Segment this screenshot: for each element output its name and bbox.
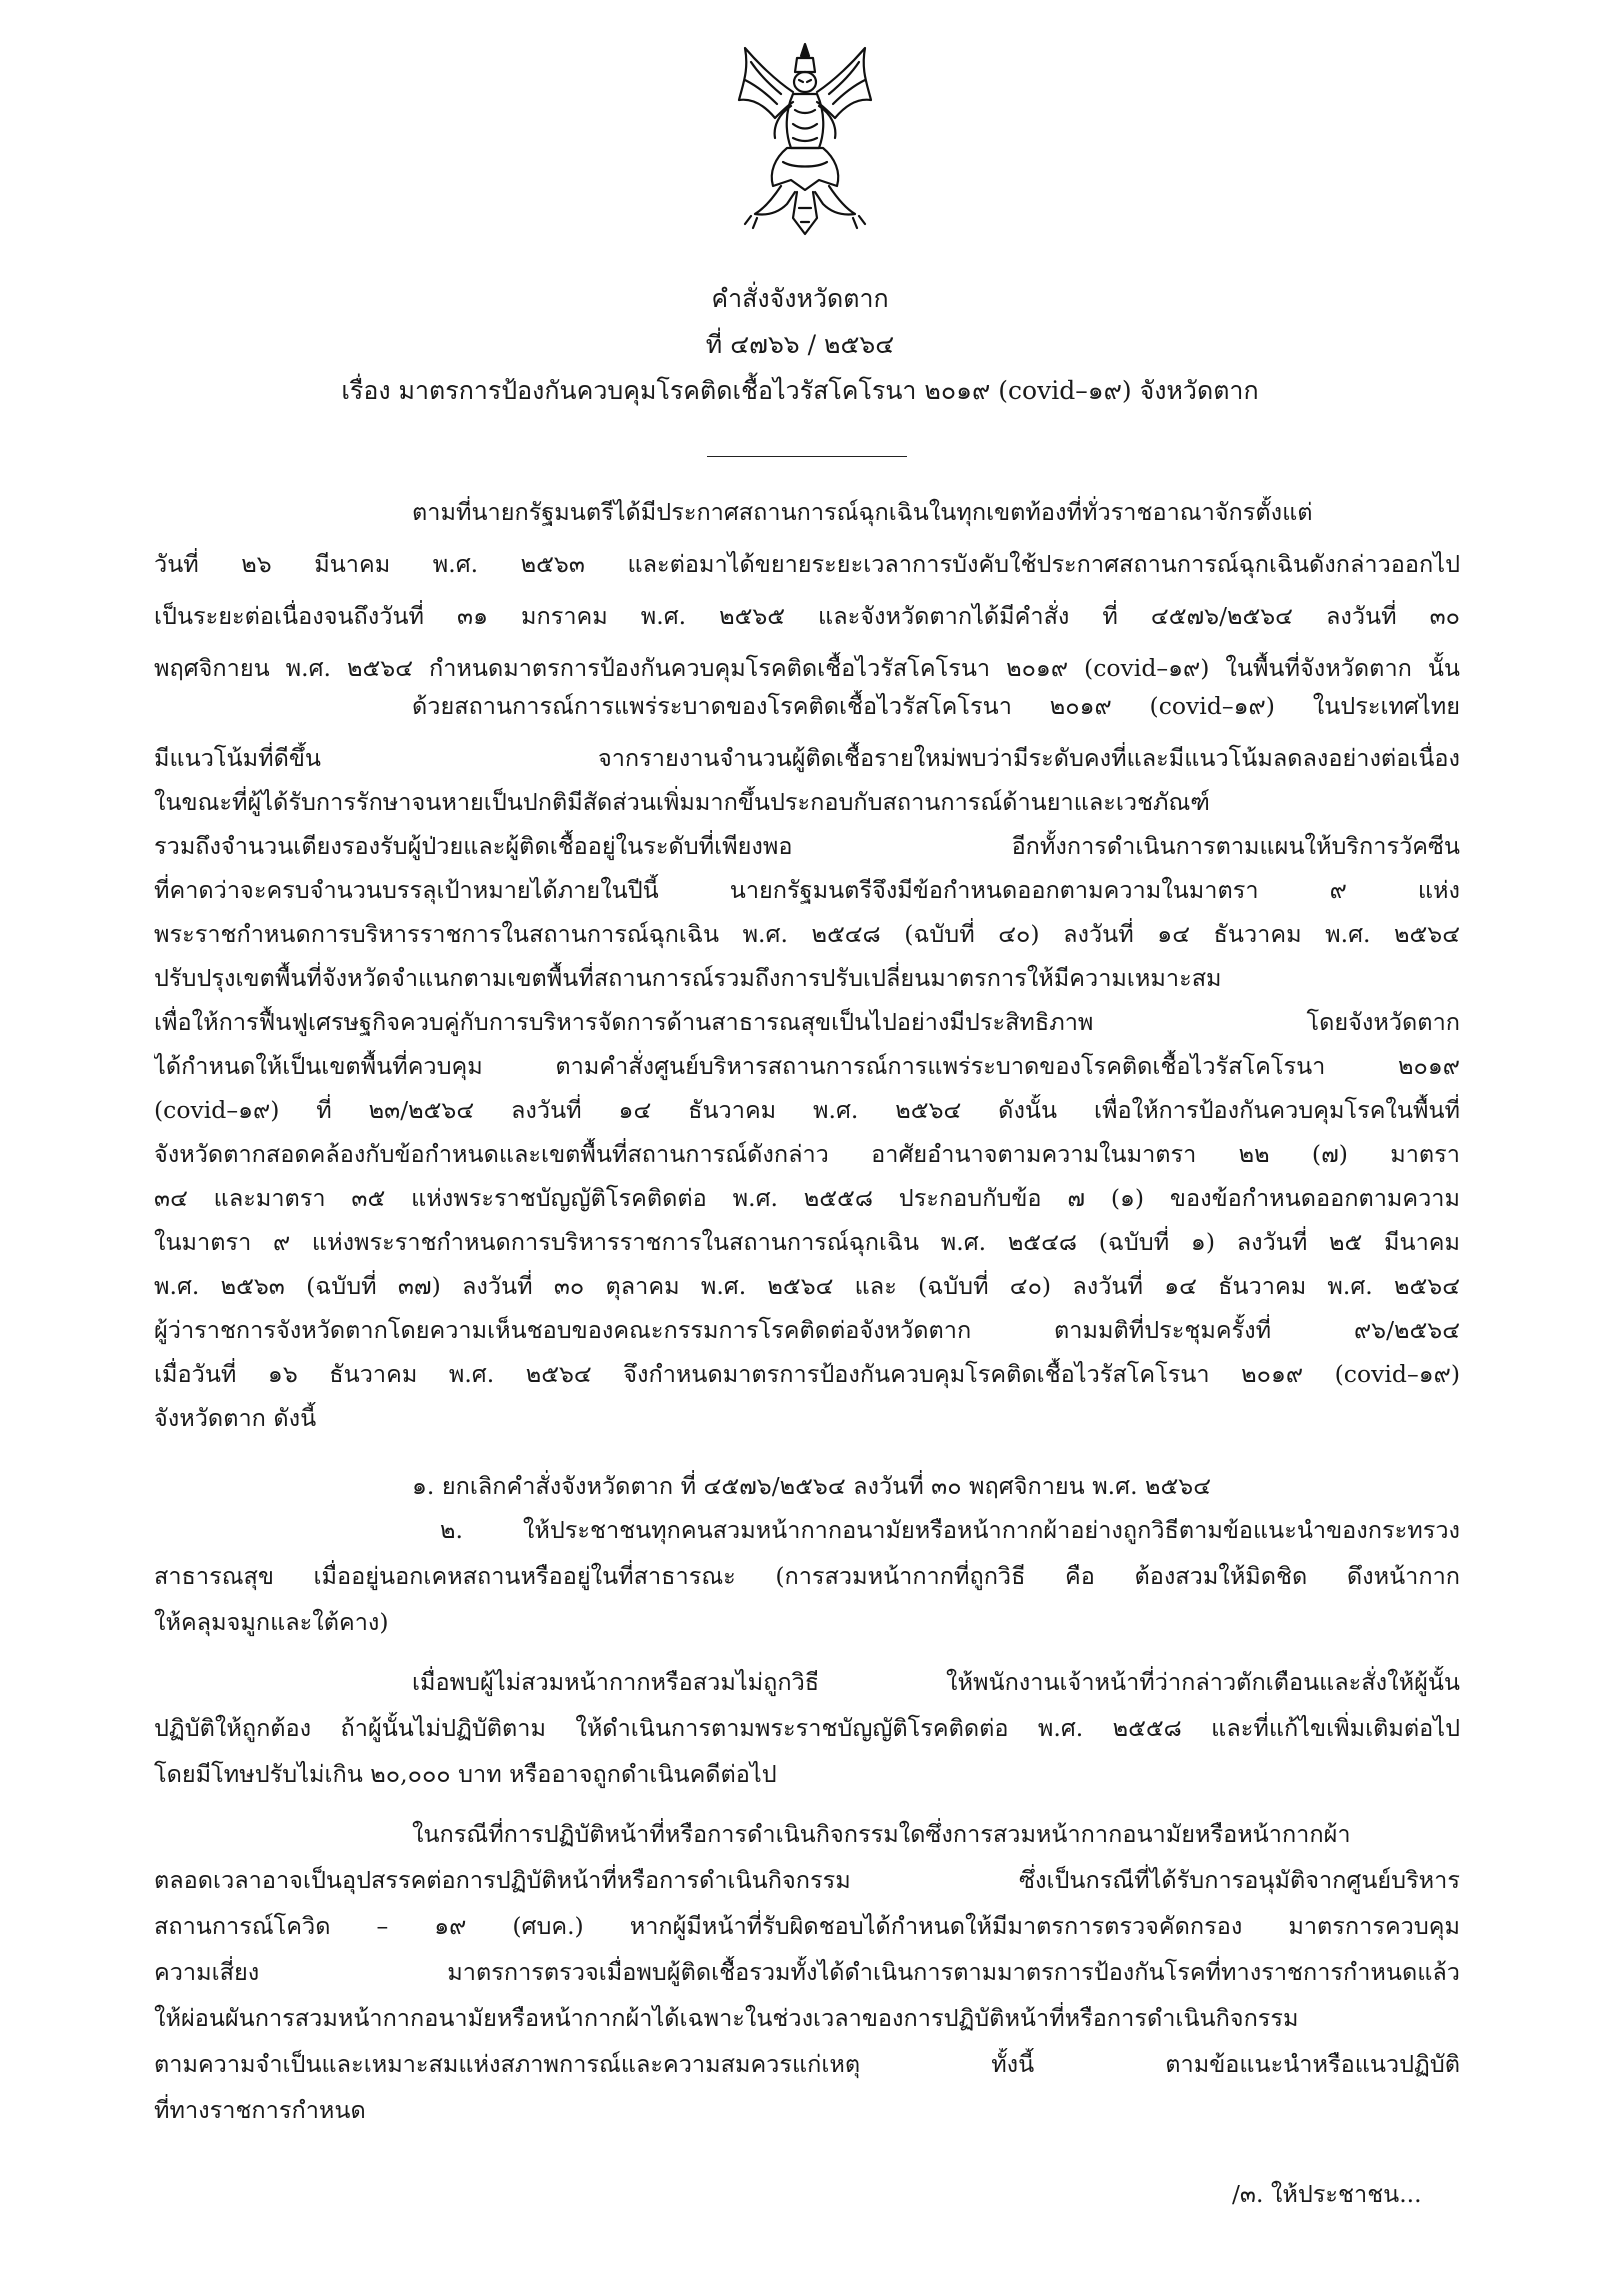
- text-line: เมื่อพบผู้ไม่สวมหน้ากากหรือสวมไม่ถูกวิธี ให้พนักงานเจ้าหน้าที่ว่ากล่าวตักเตือนและสั่งให้ผู้นั้น: [412, 1668, 1460, 1696]
- text-line: จังหวัดตากสอดคล้องกับข้อกำหนดและเขตพื้นที่สถานการณ์ดังกล่าว อาศัยอำนาจตามความในมาตรา ๒๒ (๗) มาตรา: [154, 1140, 1460, 1168]
- text-line: พ.ศ. ๒๕๖๓ (ฉบับที่ ๓๗) ลงวันที่ ๓๐ ตุลาคม พ.ศ. ๒๕๖๔ และ (ฉบับที่ ๔๐) ลงวันที่ ๑๔ ธันวาคม พ.ศ. ๒๕๖๔: [154, 1272, 1460, 1300]
- text-line: ตามความจำเป็นและเหมาะสมแห่งสภาพการณ์และความสมควรแก่เหตุ ทั้งนี้ ตามข้อแนะนำหรือแนวปฏิบัติ: [154, 2050, 1460, 2078]
- text-line: ในมาตรา ๙ แห่งพระราชกำหนดการบริหารราชการในสถานการณ์ฉุกเฉิน พ.ศ. ๒๕๔๘ (ฉบับที่ ๑) ลงวันที่ ๒๕ มีนาคม: [154, 1228, 1460, 1256]
- text-line: เพื่อให้การฟื้นฟูเศรษฐกิจควบคู่กับการบริหารจัดการด้านสาธารณสุขเป็นไปอย่างมีประสิทธิภาพ โดยจังหวัดตาก: [154, 1008, 1460, 1036]
- text-line: โดยมีโทษปรับไม่เกิน ๒๐,๐๐๐ บาท หรืออาจถูกดำเนินคดีต่อไป: [154, 1760, 777, 1788]
- text-line: ในกรณีที่การปฏิบัติหน้าที่หรือการดำเนินกิจกรรมใดซึ่งการสวมหน้ากากอนามัยหรือหน้ากากผ้า: [412, 1820, 1351, 1848]
- text-line: เมื่อวันที่ ๑๖ ธันวาคม พ.ศ. ๒๕๖๔ จึงกำหนดมาตรการป้องกันควบคุมโรคติดเชื้อไวรัสโคโรนา ๒๐๑๙ (covid–๑๙): [154, 1360, 1460, 1388]
- order-subject: เรื่อง มาตรการป้องกันควบคุมโรคติดเชื้อไวรัสโคโรนา ๒๐๑๙ (covid–๑๙) จังหวัดตาก: [341, 376, 1259, 405]
- text-line: ปฏิบัติให้ถูกต้อง ถ้าผู้นั้นไม่ปฏิบัติตาม ให้ดำเนินการตามพระราชบัญญัติโรคติดต่อ พ.ศ. ๒๕๕๘ และที่แก้ไขเพิ่มเติมต่อไป: [154, 1714, 1460, 1742]
- text-line: วันที่ ๒๖ มีนาคม พ.ศ. ๒๕๖๓ และต่อมาได้ขยายระยะเวลาการบังคับใช้ประกาศสถานการณ์ฉุกเฉินดังกล่าวออกไป: [154, 550, 1460, 578]
- text-line: ๒. ให้ประชาชนทุกคนสวมหน้ากากอนามัยหรือหน้ากากผ้าอย่างถูกวิธีตามข้อแนะนำของกระทรวง: [440, 1516, 1460, 1544]
- text-line: มีแนวโน้มที่ดีขึ้น จากรายงานจำนวนผู้ติดเชื้อรายใหม่พบว่ามีระดับคงที่และมีแนวโน้มลดลงอย่างต่อเนื่อง: [154, 744, 1460, 772]
- text-line: จังหวัดตาก ดังนี้: [154, 1404, 317, 1432]
- order-number: ที่ ๔๗๖๖ / ๒๕๖๔: [705, 330, 895, 359]
- text-line: ตลอดเวลาอาจเป็นอุปสรรคต่อการปฏิบัติหน้าที่หรือการดำเนินกิจกรรม ซึ่งเป็นกรณีที่ได้รับการอนุมัติจากศูนย์บริหาร: [154, 1866, 1460, 1894]
- text-line: สถานการณ์โควิด – ๑๙ (ศบค.) หากผู้มีหน้าที่รับผิดชอบได้กำหนดให้มีมาตรการตรวจคัดกรอง มาตรการควบคุม: [154, 1912, 1460, 1940]
- text-line: ความเสี่ยง มาตรการตรวจเมื่อพบผู้ติดเชื้อรวมทั้งได้ดำเนินการตามมาตรการป้องกันโรคที่ทางราชการกำหนดแล้ว: [154, 1958, 1460, 1986]
- text-line: พระราชกำหนดการบริหารราชการในสถานการณ์ฉุกเฉิน พ.ศ. ๒๕๔๘ (ฉบับที่ ๔๐) ลงวันที่ ๑๔ ธันวาคม พ.ศ. ๒๕๖๔: [154, 920, 1460, 948]
- text-line: สาธารณสุข เมื่ออยู่นอกเคหสถานหรืออยู่ในที่สาธารณะ (การสวมหน้ากากที่ถูกวิธี คือ ต้องสวมให้มิดชิด ดึงหน้ากาก: [154, 1562, 1460, 1590]
- text-line: พฤศจิกายน พ.ศ. ๒๕๖๔ กำหนดมาตรการป้องกันควบคุมโรคติดเชื้อไวรัสโคโรนา ๒๐๑๙ (covid–๑๙) ในพื้นที่จังหวัดตาก นั้น: [154, 654, 1460, 682]
- text-line: ผู้ว่าราชการจังหวัดตากโดยความเห็นชอบของคณะกรรมการโรคติดต่อจังหวัดตาก ตามมติที่ประชุมครั้งที่ ๙๖/๒๕๖๔: [154, 1316, 1460, 1344]
- text-line: ให้คลุมจมูกและใต้คาง): [154, 1608, 389, 1636]
- text-line: ให้ผ่อนผันการสวมหน้ากากอนามัยหรือหน้ากากผ้าได้เฉพาะในช่วงเวลาของการปฏิบัติหน้าที่หรือการดำเนินกิจกรรม: [154, 2004, 1299, 2032]
- text-line: ที่คาดว่าจะครบจำนวนบรรลุเป้าหมายได้ภายในปีนี้ นายกรัฐมนตรีจึงมีข้อกำหนดออกตามความในมาตรา ๙ แห่ง: [154, 876, 1460, 904]
- text-line: ด้วยสถานการณ์การแพร่ระบาดของโรคติดเชื้อไวรัสโคโรนา ๒๐๑๙ (covid–๑๙) ในประเทศไทย: [412, 692, 1460, 720]
- divider-line: [707, 456, 907, 457]
- garuda-emblem-icon: [735, 40, 875, 240]
- text-line: รวมถึงจำนวนเตียงรองรับผู้ป่วยและผู้ติดเชื้ออยู่ในระดับที่เพียงพอ อีกทั้งการดำเนินการตามแผนให้บริการวัคซีน: [154, 832, 1460, 860]
- text-line: (covid–๑๙) ที่ ๒๓/๒๕๖๔ ลงวันที่ ๑๔ ธันวาคม พ.ศ. ๒๕๖๔ ดังนั้น เพื่อให้การป้องกันควบคุมโรคในพื้นที่: [154, 1096, 1460, 1124]
- text-line: ๑. ยกเลิกคำสั่งจังหวัดตาก ที่ ๔๕๗๖/๒๕๖๔ ลงวันที่ ๓๐ พฤศจิกายน พ.ศ. ๒๕๖๔: [412, 1472, 1211, 1500]
- continuation-marker: /๓. ให้ประชาชน...: [1232, 2180, 1422, 2208]
- order-title: คำสั่งจังหวัดตาก: [711, 284, 889, 313]
- text-line: ในขณะที่ผู้ได้รับการรักษาจนหายเป็นปกติมีสัดส่วนเพิ่มมากขึ้นประกอบกับสถานการณ์ด้านยาและเวชภัณฑ์: [154, 788, 1210, 816]
- text-line: ตามที่นายกรัฐมนตรีได้มีประกาศสถานการณ์ฉุกเฉินในทุกเขตท้องที่ทั่วราชอาณาจักรตั้งแต่: [412, 498, 1313, 526]
- text-line: เป็นระยะต่อเนื่องจนถึงวันที่ ๓๑ มกราคม พ.ศ. ๒๕๖๕ และจังหวัดตากได้มีคำสั่ง ที่ ๔๕๗๖/๒๕๖๔ ลงวันที่ ๓๐: [154, 602, 1460, 630]
- text-line: ที่ทางราชการกำหนด: [154, 2096, 366, 2124]
- text-line: ๓๔ และมาตรา ๓๕ แห่งพระราชบัญญัติโรคติดต่อ พ.ศ. ๒๕๕๘ ประกอบกับข้อ ๗ (๑) ของข้อกำหนดออกตามความ: [154, 1184, 1460, 1212]
- text-line: ปรับปรุงเขตพื้นที่จังหวัดจำแนกตามเขตพื้นที่สถานการณ์รวมถึงการปรับเปลี่ยนมาตรการให้มีความเหมาะสม: [154, 964, 1222, 992]
- text-line: ได้กำหนดให้เป็นเขตพื้นที่ควบคุม ตามคำสั่งศูนย์บริหารสถานการณ์การแพร่ระบาดของโรคติดเชื้อไวรัสโคโรนา ๒๐๑๙: [154, 1052, 1460, 1080]
